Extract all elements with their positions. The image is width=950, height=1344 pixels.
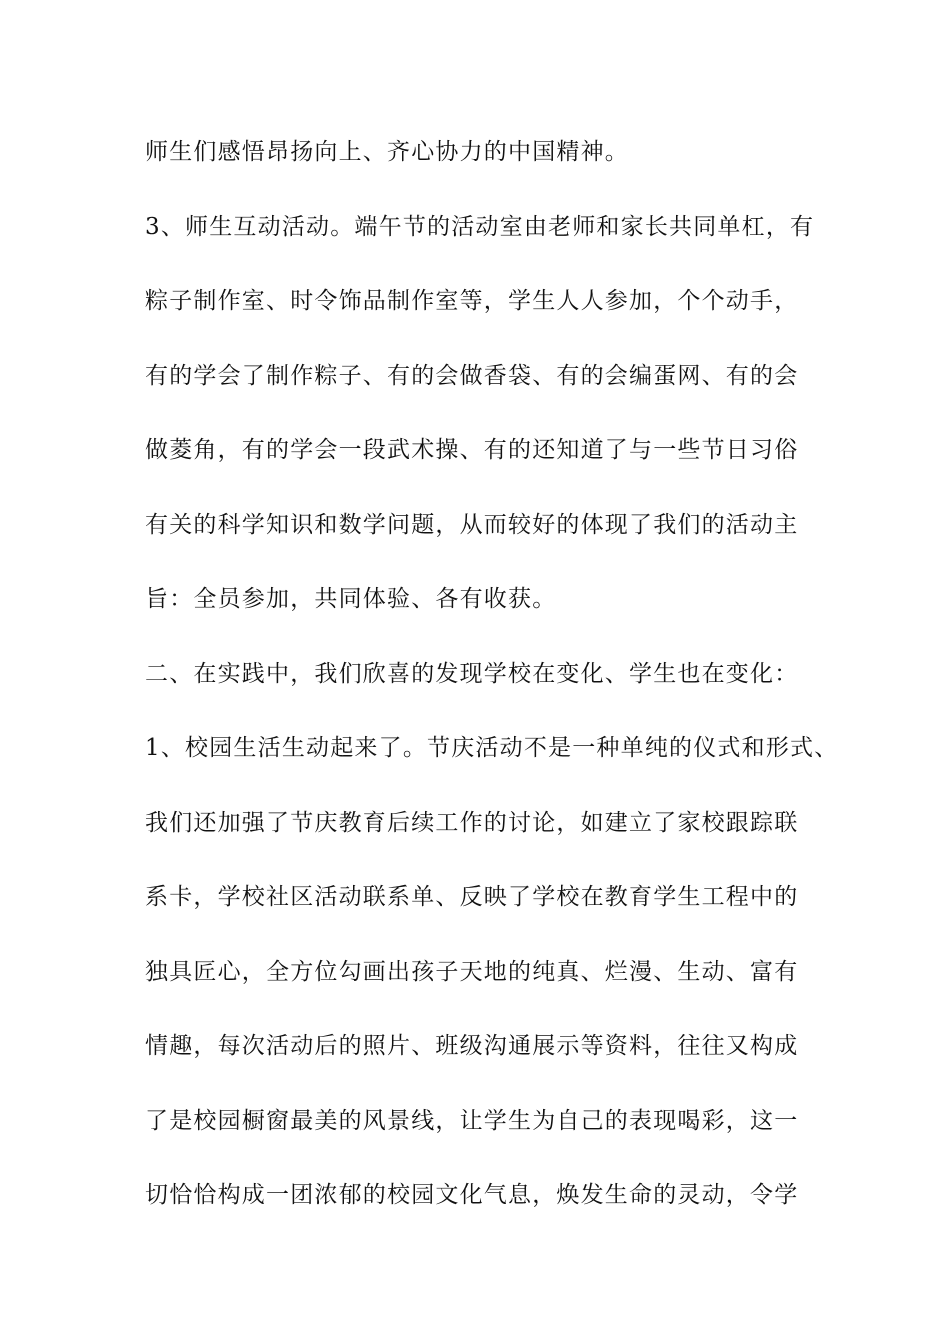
paragraph-line-3: 粽子制作室、时令饰品制作室等，学生人人参加，个个动手， [145,288,799,314]
paragraph-line-4: 有的学会了制作粽子、有的会做香袋、有的会编蛋网、有的会 [145,363,799,389]
paragraph-line-14: 了是校园橱窗最美的风景线，让学生为自己的表现喝彩，这一 [145,1108,799,1134]
paragraph-line-12: 独具匠心，全方位勾画出孩子天地的纯真、烂漫、生动、富有 [145,959,799,985]
paragraph-line-9: 1、校园生活生动起来了。节庆活动不是一种单纯的仪式和形式、 [145,735,839,761]
paragraph-line-1: 师生们感悟昂扬向上、齐心协力的中国精神。 [145,139,629,165]
paragraph-line-13: 情趣，每次活动后的照片、班级沟通展示等资料，往往又构成 [145,1033,799,1059]
paragraph-line-2: 3、师生互动活动。端午节的活动室由老师和家长共同单杠，有 [145,214,815,240]
paragraph-line-7: 旨：全员参加，共同体验、各有收获。 [145,586,557,612]
paragraph-line-15: 切恰恰构成一团浓郁的校园文化气息，焕发生命的灵动，令学 [145,1182,799,1208]
section-heading-line: 二、在实践中，我们欣喜的发现学校在变化、学生也在变化： [145,661,799,687]
paragraph-line-11: 系卡，学校社区活动联系单、反映了学校在教育学生工程中的 [145,884,799,910]
paragraph-line-10: 我们还加强了节庆教育后续工作的讨论，如建立了家校跟踪联 [145,810,799,836]
paragraph-line-5: 做菱角，有的学会一段武术操、有的还知道了与一些节日习俗 [145,437,799,463]
paragraph-line-6: 有关的科学知识和数学问题，从而较好的体现了我们的活动主 [145,512,799,538]
